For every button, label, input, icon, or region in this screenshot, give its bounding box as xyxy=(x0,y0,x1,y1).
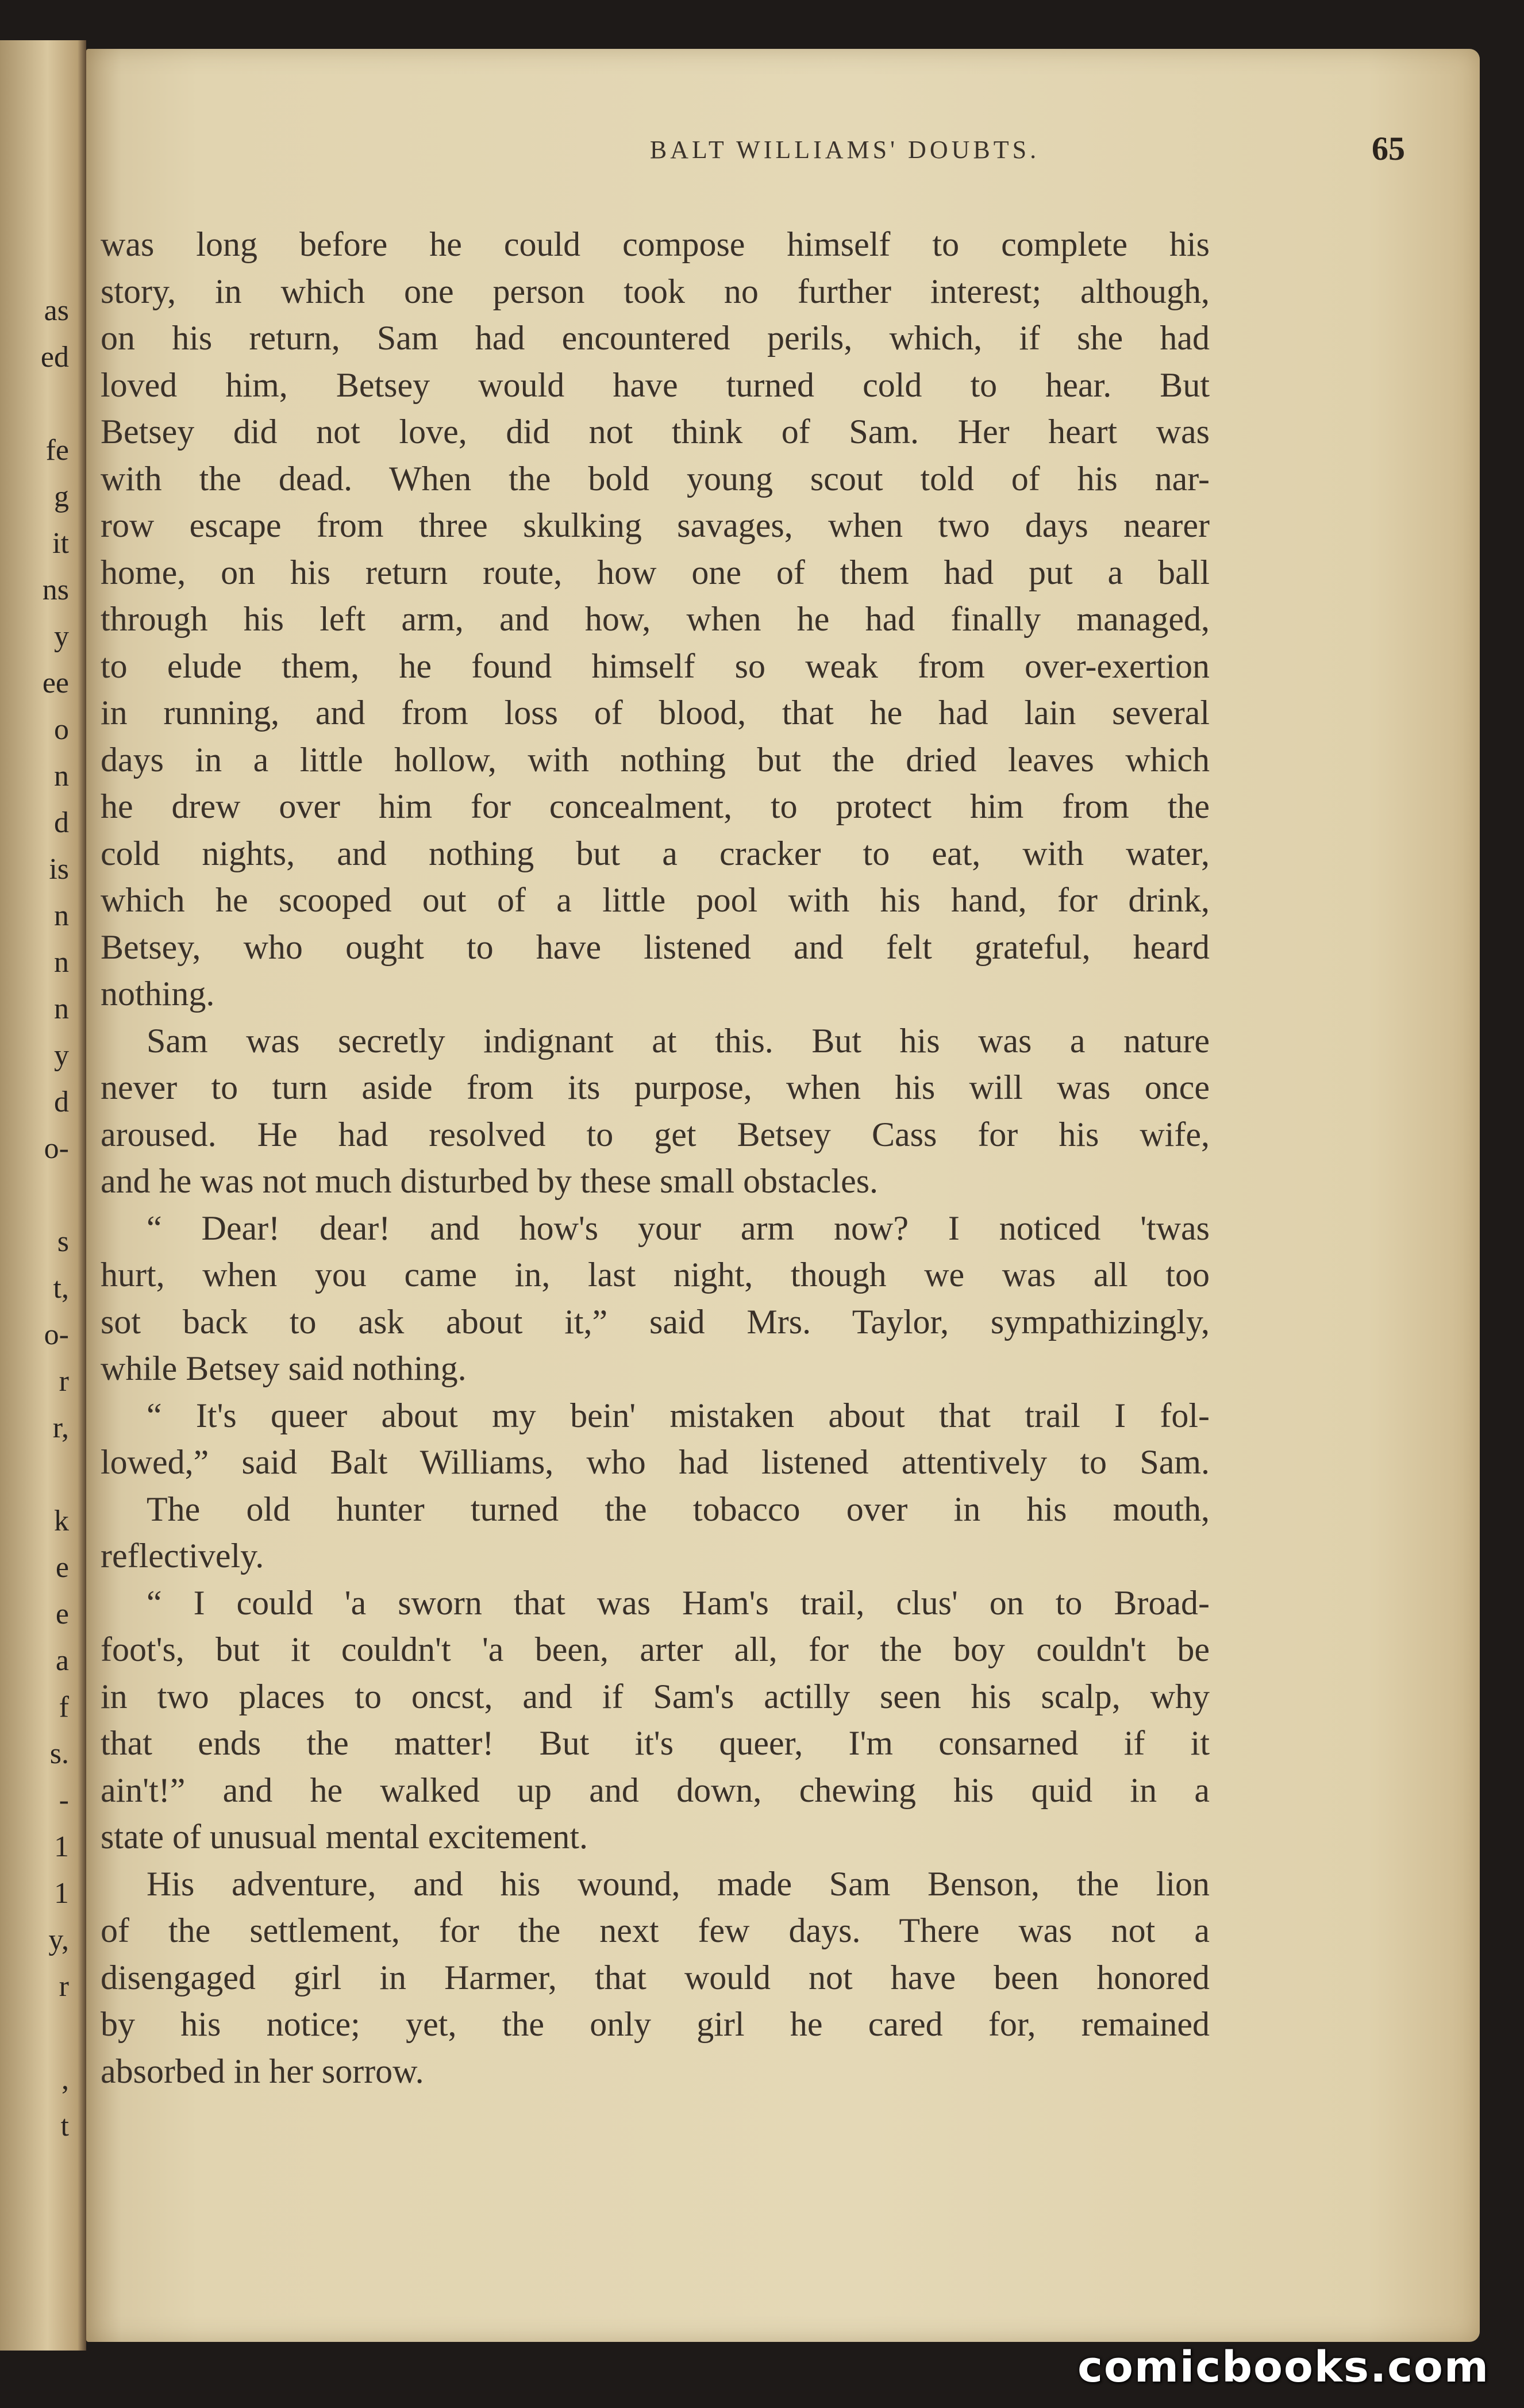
text-line: disengaged girl in Harmer, that would not have been honored xyxy=(101,1958,1210,1997)
text-line: hurt, when you came in, last night, though we was all too xyxy=(101,1256,1210,1294)
left-page-fragment: d xyxy=(54,806,69,839)
text-line: by his notice; yet, the only girl he cared for, remained xyxy=(101,2005,1210,2043)
left-page-fragment: s xyxy=(57,1225,69,1258)
left-page-fragment: , xyxy=(61,2063,69,2096)
left-page-fragment: - xyxy=(59,1784,69,1817)
left-page-fragment: f xyxy=(59,1691,69,1724)
left-page-fragment xyxy=(0,2010,69,2056)
left-page-fragment: is xyxy=(49,853,69,886)
left-page-fragment: 1 xyxy=(54,1830,69,1863)
left-page-fragment: o- xyxy=(44,1132,69,1165)
text-line: in two places to oncst, and if Sam's actilly seen his scalp, why xyxy=(101,1677,1210,1715)
text-line: he drew over him for concealment, to protect him from the xyxy=(101,787,1210,825)
text-line: home, on his return route, how one of them had put a ball xyxy=(101,553,1210,591)
text-line: foot's, but it couldn't 'a been, arter all, for the boy couldn't be xyxy=(101,1630,1210,1668)
text-line: nothing. xyxy=(101,975,215,1013)
left-page-fragment xyxy=(0,1172,69,1218)
left-page-fragment: r xyxy=(59,1365,69,1398)
text-line: which he scooped out of a little pool with his hand, for drink, xyxy=(101,881,1210,919)
left-page-fragment: o xyxy=(54,713,69,746)
left-page-fragment: t, xyxy=(53,1272,69,1305)
text-line: that ends the matter! But it's queer, I'm consarned if it xyxy=(101,1724,1210,1762)
text-line: on his return, Sam had encountered perils, which, if she had xyxy=(101,319,1210,357)
left-page-text-fragments xyxy=(0,287,69,2149)
left-page-fragment: d xyxy=(54,1086,69,1118)
text-line: “ Dear! dear! and how's your arm now? I noticed 'twas xyxy=(147,1209,1210,1247)
left-page-fragment: n xyxy=(54,899,69,932)
text-line: to elude them, he found himself so weak from over-exertion xyxy=(101,647,1210,685)
left-page-fragment: ee xyxy=(42,667,69,699)
text-line: never to turn aside from its purpose, when his will was once xyxy=(101,1068,1210,1106)
left-page-fragment: y, xyxy=(48,1924,69,1956)
text-line: cold nights, and nothing but a cracker to eat, with water, xyxy=(101,834,1210,872)
left-page-fragment: e xyxy=(55,1598,69,1630)
watermark: comicbooks.com xyxy=(1077,2342,1490,2392)
left-page-fragment: fe xyxy=(45,434,69,467)
left-page-fragment: 1 xyxy=(54,1877,69,1910)
text-line: in running, and from loss of blood, that he had lain several xyxy=(101,694,1210,732)
text-line: Betsey, who ought to have listened and felt grateful, heard xyxy=(101,928,1210,966)
text-line: aroused. He had resolved to get Betsey Cass for his wife, xyxy=(101,1115,1210,1153)
left-page-fragment: ns xyxy=(42,574,69,606)
left-page-fragment: k xyxy=(54,1505,69,1537)
left-page-fragment: s. xyxy=(49,1737,69,1770)
text-line: loved him, Betsey would have turned cold to hear. But xyxy=(101,366,1210,404)
text-line: through his left arm, and how, when he had finally managed, xyxy=(101,600,1210,638)
text-line: “ It's queer about my bein' mistaken about that trail I fol- xyxy=(147,1396,1210,1434)
left-page-edge xyxy=(0,40,86,2351)
text-line: days in a little hollow, with nothing but the dried leaves which xyxy=(101,740,1210,779)
text-line: state of unusual mental excitement. xyxy=(101,1818,588,1856)
body-text xyxy=(101,221,1210,2095)
left-page-fragment: o- xyxy=(44,1318,69,1351)
left-page-fragment: as xyxy=(44,294,69,327)
text-line: absorbed in her sorrow. xyxy=(101,2052,424,2090)
left-page-fragment: n xyxy=(54,993,69,1025)
text-line: story, in which one person took no further interest; although, xyxy=(101,272,1210,310)
left-page-fragment: r, xyxy=(52,1411,69,1444)
left-page-fragment: n xyxy=(54,946,69,979)
text-line: Betsey did not love, did not think of Sam. Her heart was xyxy=(101,413,1210,451)
text-line: His adventure, and his wound, made Sam Benson, the lion xyxy=(147,1864,1210,1903)
left-page-fragment: it xyxy=(52,527,69,560)
left-page-fragment: y xyxy=(54,620,69,653)
text-line: of the settlement, for the next few days. There was not a xyxy=(101,1911,1210,1949)
text-line: row escape from three skulking savages, when two days nearer xyxy=(101,506,1210,544)
left-page-fragment: t xyxy=(60,2110,69,2142)
text-line: sot back to ask about it,” said Mrs. Taylor, sympathizingly, xyxy=(101,1302,1210,1341)
text-line: while Betsey said nothing. xyxy=(101,1349,467,1387)
text-line: “ I could 'a sworn that was Ham's trail, clus' on to Broad- xyxy=(147,1583,1210,1622)
book-page xyxy=(86,49,1480,2342)
text-line: with the dead. When the bold young scout told of his nar- xyxy=(101,459,1210,498)
left-page-fragment: e xyxy=(55,1551,69,1584)
left-page-fragment xyxy=(0,380,69,427)
text-line: ain't!” and he walked up and down, chewing his quid in a xyxy=(101,1771,1210,1809)
text-line: was long before he could compose himself to complete his xyxy=(101,225,1210,263)
left-page-fragment: r xyxy=(59,1970,69,2003)
running-head: BALT WILLIAMS' DOUBTS. xyxy=(649,136,1040,164)
left-page-fragment: a xyxy=(55,1644,69,1677)
left-page-fragment: g xyxy=(54,480,69,513)
text-line: The old hunter turned the tobacco over in his mouth, xyxy=(147,1490,1210,1528)
left-page-fragment: ed xyxy=(40,341,69,374)
text-line: Sam was secretly indignant at this. But his was a nature xyxy=(147,1021,1210,1060)
page-number: 65 xyxy=(1372,130,1405,167)
text-line: and he was not much disturbed by these small obstacles. xyxy=(101,1162,879,1200)
left-page-fragment: n xyxy=(54,760,69,793)
text-line: reflectively. xyxy=(101,1537,264,1575)
left-page-fragment xyxy=(0,1451,69,1498)
left-page-fragment: y xyxy=(54,1039,69,1072)
text-line: lowed,” said Balt Williams, who had listened attentively to Sam. xyxy=(101,1443,1210,1481)
